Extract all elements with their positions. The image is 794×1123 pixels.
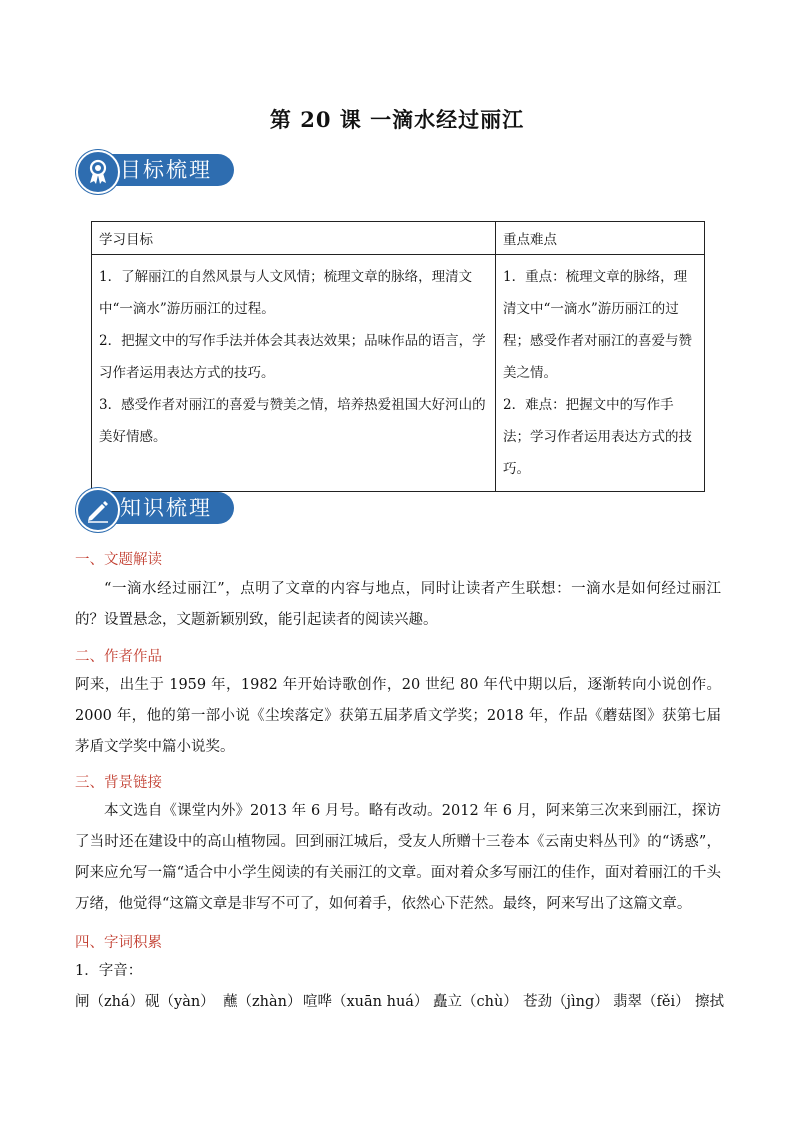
pronunciation-item: 翡翠（fěi） — [613, 994, 690, 1010]
knowledge-banner-label: 知识梳理 — [120, 496, 212, 520]
pronunciation-item: 苍劲（jìng） — [523, 994, 609, 1010]
key-points-cell — [496, 255, 705, 492]
section-heading-background: 三、背景链接 — [75, 775, 162, 791]
table-header-goals: 学习目标 — [92, 222, 496, 255]
pencil-icon — [76, 488, 120, 532]
section-heading-author: 二、作者作品 — [75, 649, 162, 665]
goals-banner-label: 目标梳理 — [120, 158, 212, 182]
table-header-key: 重点难点 — [496, 222, 705, 255]
section-text-background: 本文选自《课堂内外》2013 年 6 月号。略有改动。2012 年 6 月，阿来第三次来到丽江，探访了当时还在建设中的高山植物园。回到丽江城后，受友人所赠十三卷本《云南史料丛刊》的“诱惑”，阿来应允写一篇“适合中小学生阅读的有关丽江的文章。面对着众多写丽江的佳作，面对着丽江的千头万绪，他觉得“这篇文章是非写不可了，如何着手，依然心下茫然。最终，阿来写出了这篇文章。 — [75, 803, 721, 912]
pronunciation-item: 闸（zhá） — [75, 994, 145, 1010]
pronunciation-item: 矗立（chù） — [433, 994, 518, 1010]
page-title: 第 20 课 一滴水经过丽江 — [269, 107, 525, 132]
goals-table — [91, 221, 705, 492]
pronunciation-item: 擦拭 — [695, 994, 724, 1010]
key-point-item: 2．难点：把握文中的写作手法；学习作者运用表达方式的技巧。 — [503, 397, 692, 477]
section-heading-title-interpretation: 一、文题解读 — [75, 552, 162, 568]
goal-item: 2．把握文中的写作手法并体会其表达效果；品味作品的语言，学习作者运用表达方式的技巧。 — [99, 333, 486, 381]
pronunciation-item: 蘸（zhàn） — [223, 994, 302, 1010]
goal-item: 3．感受作者对丽江的喜爱与赞美之情，培养热爱祖国大好河山的美好情感。 — [99, 397, 486, 445]
goals-cell — [92, 255, 496, 492]
medal-icon — [76, 150, 120, 194]
pronunciation-item: 喧哗（xuān huá） — [303, 994, 429, 1010]
pronunciation-subheading: 1．字音： — [75, 963, 143, 979]
section-heading-vocabulary: 四、字词积累 — [75, 935, 162, 951]
section-text-author: 阿来，出生于 1959 年，1982 年开始诗歌创作，20 世纪 80 年代中期以后，逐渐转向小说创作。2000 年，他的第一部小说《尘埃落定》获第五届茅盾文学奖；2018 年，作品《蘑菇图》获第七届茅盾文学奖中篇小说奖。 — [75, 677, 721, 755]
key-point-item: 1．重点：梳理文章的脉络，理清文中“一滴水”游历丽江的过程；感受作者对丽江的喜爱与赞美之情。 — [503, 269, 692, 381]
section-text-title-interpretation: “一滴水经过丽江”，点明了文章的内容与地点，同时让读者产生联想：一滴水是如何经过丽江的？设置悬念，文题新颖别致，能引起读者的阅读兴趣。 — [75, 581, 721, 628]
pronunciation-item: 砚（yàn） — [145, 994, 215, 1010]
goal-item: 1．了解丽江的自然风景与人文风情；梳理文章的脉络，理清文中“一滴水”游历丽江的过程。 — [99, 269, 473, 317]
